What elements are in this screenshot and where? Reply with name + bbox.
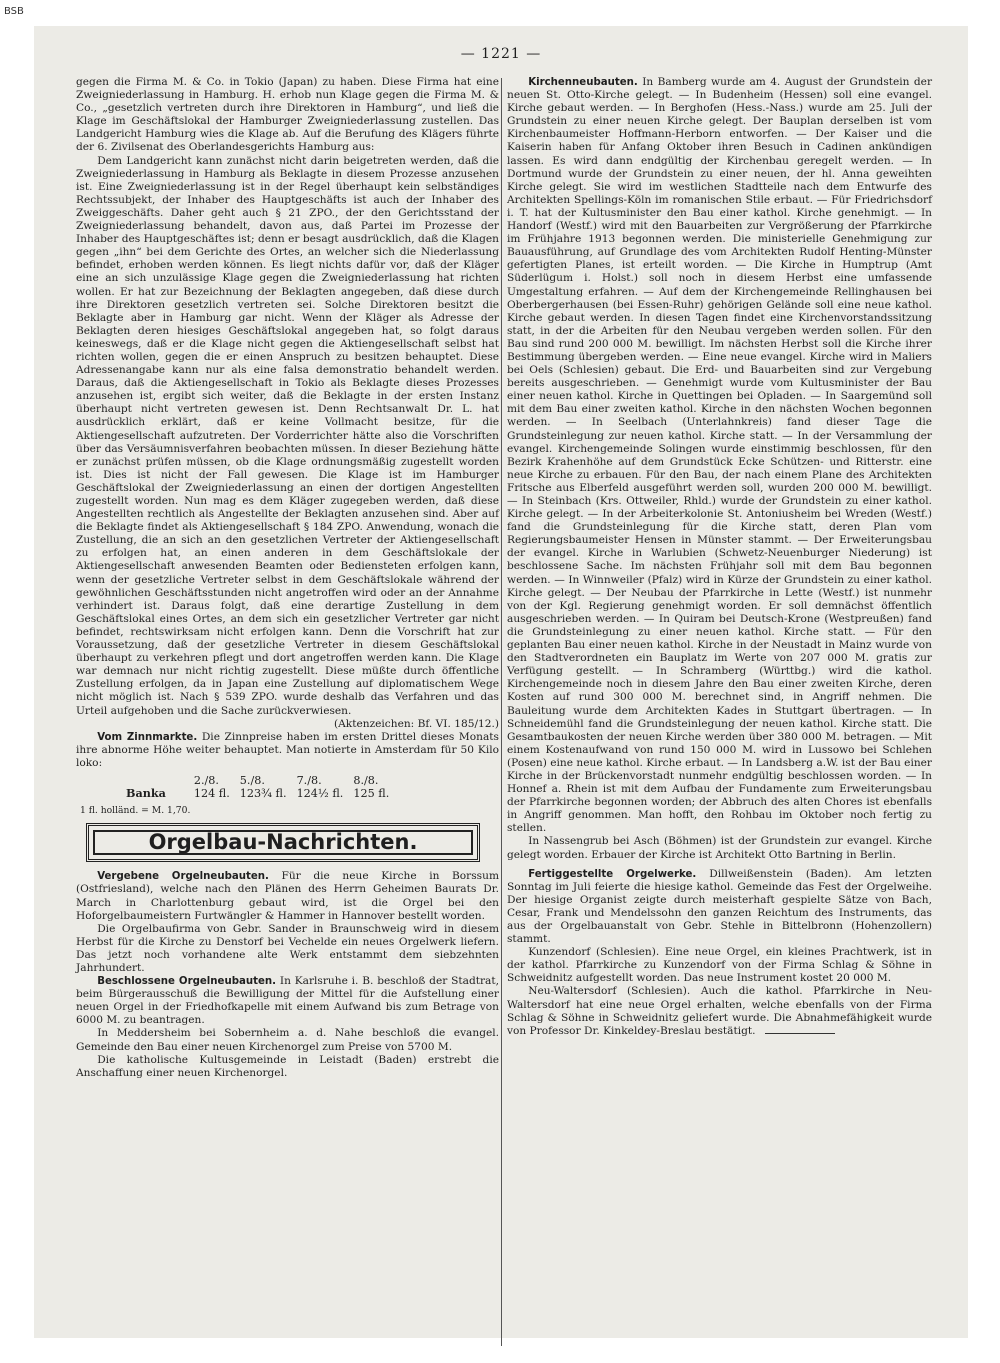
neuwaltersdorf-text: Neu-Waltersdorf (Schlesien). Auch die kathol. Pfarrkirche in Neu-Waltersdorf hat eine neue Orgel erhalten, welche ebenfalls von der Firma Schlag & Söhne in Schweidnitz geliefert wurde. Die Abnahmefähigkeit wurde von Professor Dr. Kinkeldey-Breslau bestätigt. xyxy=(507,985,932,1037)
organ-paragraph-text: Für die neue Kirche in Borssum (Ostfriesland), welche nach den Plänen des Herrn Geheimen Baurats Dr. March in Charlottenburg gebaut wird, ist die Orgel bei den Hoforgelbaumeistern Furtwängler & Hammer in Hannover bestellt worden. xyxy=(76,870,499,922)
tin-price-table xyxy=(126,774,399,800)
newspaper-page xyxy=(34,26,968,1338)
court-paragraph-2: Dem Landgericht kann zunächst nicht darin beigetreten werden, daß die Zweigniederlassung in Hamburg als Beklagte in diesem Prozesse anzusehen ist. Eine Zweigniederlassung ist in der Regel überhaupt kein selbständiges Rechtssubjekt, der Inhaber des Hauptgeschäfts ist auch der Inhaber des Zweiggeschäfts. Daher geht auch § 21 ZPO., der den Gerichtsstand der Zweigniederlassung behandelt, davon aus, daß Partei im Prozesse der Inhaber des Hauptgeschäftes ist; denn er besagt ausdrücklich, daß die Klagen gegen „ihn“ bei dem Gerichte des Ortes, an welcher sich die Niederlassung befindet, erhoben werden können. Es liegt nichts dafür vor, daß der Kläger eine an sich unzulässige Klage gegen die Zweigniederlassung hat richten wollen. Er hat zur Bezeichnung der Beklagten angegeben, daß diese durch ihre Direktoren gesetzlich vertreten sei. Solche Direktoren besitzt die Beklagte aber in Hamburg gar nicht. Wenn der Kläger als Adresse der Beklagten deren hiesiges Geschäftslokal angegeben hat, so folgt daraus keineswegs, daß er die Klage nicht gegen die Aktiengesellschaft selbst hat richten wollen, gegen die er einen Anspruch zu besitzen behauptet. Diese Adressenangabe kann nur als eine falsa demonstratio behandelt werden. Daraus, daß die Aktiengesellschaft in Tokio als Beklagte dieses Prozesses anzusehen ist, ergibt sich weiter, daß die Beklagte in der ersten Instanz überhaupt nicht vertreten gewesen ist. Denn Rechtsanwalt Dr. L. hat ausdrücklich erklärt, daß er keine Vollmacht besitze, für die Aktiengesellschaft aufzutreten. Der Vorderrichter hätte also die Vorschriften über das Versäumnisverfahren beobachten müssen. In dieser Beziehung hätte er zunächst prüfen müssen, ob die Klage ordnungsmäßig zugestellt worden ist. Dies ist nicht der Fall gewesen. Die Klage ist im Hamburger Geschäftslokal der Zweigniederlassung an einen der dortigen Angestellten zugestellt worden. Nun mag es dem Kläger zugegeben werden, daß diese Angestellten rechtlich als Angestellte der Beklagten anzusehen sind. Aber auf die Beklagte findet als Aktiengesellschaft § 184 ZPO. Anwendung, wonach die Zustellung, die an sich an den gesetzlichen Vertreter der Aktiengesellschaft zu erfolgen hat, an einen anderen in dem Geschäftslokale der Aktiengesellschaft anwesenden Beamten oder Bediensteten erfolgen kann, wenn der gesetzliche Vertreter selbst in dem Geschäftslokale während der gewöhnlichen Geschäftsstunden nicht angetroffen wird oder an der Annahme verhindert ist. Daraus folgt, daß eine derartige Zustellung in dem Geschäftslokal eines Ortes, an dem sich ein gesetzlicher Vertreter gar nicht befindet, rechtswirksam nicht erfolgen kann. Denn die Vorschrift hat zur Voraussetzung, daß der gesetzliche Vertreter in diesem Geschäftslokal überhaupt zu verkehren pflegt und dort angetroffen werden kann. Die Klage war demnach nur nicht richtig zugestellt. Diese müßte durch öffentliche Zustellung erfolgen, da in Japan eine Zustellung auf diplomatischem Wege nicht möglich ist. Nach § 539 ZPO. wurde deshalb das Verfahren und das Urteil aufgehoben und die Sache zurückverwiesen. xyxy=(76,154,499,717)
column-divider xyxy=(501,78,502,1346)
price-date: 7./8. xyxy=(296,773,322,787)
organ-paragraph-text: In Karlsruhe i. B. beschloß der Stadtrat, beim Bürgerausschuß die Bewilligung der Mittel für die Aufstellung einer neuen Orgel in der Friedhofkapelle mit einem Aufwand bis zum Betrage von 6000 M. zu beantragen. xyxy=(76,975,499,1027)
price-value: 123¾ fl. xyxy=(239,787,287,801)
section-heading-frame xyxy=(86,823,480,862)
organ-paragraph xyxy=(76,975,499,1027)
price-values-row xyxy=(126,787,399,800)
left-column xyxy=(76,76,499,1080)
price-dates-row xyxy=(126,774,399,787)
tin-market-text: Die Zinnpreise haben im ersten Drittel dieses Monats ihre abnorme Höhe weiter behauptet. Man notierte in Amsterdam für 50 Kilo loko: xyxy=(76,730,499,769)
price-date: 2./8. xyxy=(193,773,219,787)
section-heading: Orgelbau-Nachrichten. xyxy=(93,830,473,855)
price-value: 124½ fl. xyxy=(296,787,344,801)
church-construction-lead: Kirchenneubauten. xyxy=(528,77,638,88)
finished-organs-lead: Fertiggestellte Orgelwerke. xyxy=(528,868,697,880)
price-value: 125 fl. xyxy=(353,787,390,801)
tin-market-paragraph xyxy=(76,731,499,770)
page-number: — 1221 — xyxy=(460,46,542,62)
neuwaltersdorf-paragraph xyxy=(507,985,932,1037)
library-mark: BSB xyxy=(4,6,24,17)
finished-organs-text: Dillweißenstein (Baden). Am letzten Sonntag im Juli feierte die hiesige kathol. Gemeinde das Fest der Orgelweihe. Der hiesige Organist zeigte durch meisterhaft gespielte Sätze von Bach, Cesar, Frank und Mendelssohn den ganzen Reichtum des Instruments, das aus der Orgelbauanstalt von Gebr. Stehle in Bittelbronn (Hohenzollern) stammt. xyxy=(507,867,932,946)
church-construction-text: In Bamberg wurde am 4. August der Grundstein der neuen St. Otto-Kirche gelegt. — In Budenheim (Hessen) soll eine evangel. Kirche gebaut werden. — In Berghofen (Hess.-Nass.) wurde am 25. Juli der Grundstein zu einer neuen Kirche gelegt. Der Bauplan derselben ist vom Kirchenbaumeister Hoffmann-Herborn entworfen. — Der Kaiser und die Kaiserin haben für Anfang Oktober ihren Besuch in Cadinen ankündigen lassen. Es wird dann endgültig der Kirchenbau geregelt werden. — In Dortmund wurde der Grundstein zu einer neuen, der hl. Anna geweihten Kirche gelegt. Sie wird im westlichen Stadtteile nach dem Entwurfe des Architekten Spellings-Köln im romanischen Stile erbaut. — Für Friedrichsdorf i. T. hat der Kultusminister den Bau einer kathol. Kirche genehmigt. — In Handorf (Westf.) wird mit den Bauarbeiten zur Vergrößerung der Pfarrkirche im Frühjahre 1913 begonnen werden. Die ministerielle Genehmigung zur Bauausführung, auf Grundlage des vom Architekten Rudolf Henting-Münster gefertigten Planes, ist erteilt worden. — Die Kirche in Humptrup (Amt Süderlügum i. Holst.) soll noch in diesem Herbst eine umfassende Umgestaltung erfahren. — Auf dem der Kirchengemeinde Rellinghausen bei Oberbergerhausen (bei Essen-Ruhr) gehörigen Gelände soll eine neue kathol. Kirche gebaut werden. In diesen Tagen findet eine Kirchenvorstandssitzung statt, in der die Arbeiten für den Neubau vergeben werden sollen. Für den Bau sind rund 200 000 M. bewilligt. Im nächsten Herbst soll die Kirche ihrer Bestimmung übergeben werden. — Eine neue evangel. Kirche wird in Maliers bei Oels (Schlesien) gebaut. Die Erd- und Bauarbeiten sind zur Vergebung bereits ausgeschrieben. — Genehmigt wurde vom Kultusminister der Bau einer neuen kathol. Kirche in Quettingen bei Opladen. — In Saargemünd soll mit dem Bau einer zweiten kathol. Kirche in den nächsten Wochen begonnen werden. — In Seelbach (Unterlahnkreis) fand dieser Tage die Grundsteinlegung zur neuen kathol. Kirche statt. — In der Versammlung der evangel. Kirchengemeinde Solingen wurde einstimmig beschlossen, für den Bezirk Krahenhöhe auf dem Grundstück Ecke Schützen- und Ritterstr. eine neue Kirche zu erbauen. Für den Bau, der nach einem Plane des Architekten Fritsche aus Elberfeld ausgeführt werden soll, wurden 200 000 M. bewilligt. — In Steinbach (Krs. Ottweiler, Rhld.) wurde der Grundstein zu einer kathol. Kirche gelegt. — In der Arbeiterkolonie St. Antoniusheim bei Wreden (Westf.) fand die Grundsteinlegung für die Kirche statt, deren Plan vom Regierungsbaumeister Hensen in Münster stammt. — Der Erweiterungsbau der evangel. Kirche in Warlubien (Schwetz-Neuenburger Niederung) ist beschlossene Sache. Im nächsten Frühjahr soll mit dem Bau begonnen werden. — In Winnweiler (Pfalz) wird in Kürze der Grundstein zu einer kathol. Kirche gelegt. — Der Neubau der Pfarrkirche in Lette (Westf.) ist nunmehr von der Kgl. Regierung genehmigt worden. Er soll demnächst öffentlich ausgeschrieben werden. — In Quiram bei Deutsch-Krone (Westpreußen) fand die Grundsteinlegung zu einer neuen kathol. Kirche statt. — Für den geplanten Bau einer neuen kathol. Kirche in der Neustadt in Mainz wurde von den Stadtverordneten ein Bauplatz im Werte von 207 000 M. gratis zur Verfügung gestellt. — In Schramberg (Württbg.) wird die kathol. Kirchengemeinde noch in diesem Jahre den Bau einer zweiten Kirche, deren Kosten auf rund 300 000 M. berechnet sind, in Angriff nehmen. Die Bauleitung wurde dem Architekten Kades in Stuttgart übertragen. — In Schneidemühl fand die Grundsteinlegung der neuen kathol. Kirche statt. Die Gesamtbaukosten der neuen Kirche werden über 380 000 M. betragen. — Mit einem Kostenaufwand von rund 150 000 M. wird in Lussowo bei Schlehen (Posen) eine neue kathol. Kirche erbaut. — In Landsberg a.W. ist der Bau einer Kirche in der Brückenvorstadt nunmehr endgültig beschlossen worden. — In Honnef a. Rhein ist mit dem Aufbau der Fundamente zum Erweiterungsbau der Pfarrkirche begonnen worden; der Abbruch des alten Chores ist ebenfalls in Angriff genommen. Man hofft, den Rohbau im Oktober noch fertig zu stellen. xyxy=(507,76,933,835)
organ-paragraph-lead: Beschlossene Orgelneubauten. xyxy=(97,976,277,988)
organ-paragraph: Die katholische Kultusgemeinde in Leistadt (Baden) erstrebt die Anschaffung einer neuen Kirchenorgel. xyxy=(76,1053,499,1079)
price-value: 124 fl. xyxy=(193,787,230,801)
closing-rule xyxy=(765,1033,835,1034)
price-date: 8./8. xyxy=(353,773,379,787)
nassengrub-paragraph: In Nassengrub bei Asch (Böhmen) ist der Grundstein zur evangel. Kirche gelegt worden. Erbauer der Kirche ist Architekt Otto Bartning in Berlin. xyxy=(507,835,932,861)
file-reference: (Aktenzeichen: Bf. VI. 185/12.) xyxy=(334,717,499,730)
organ-paragraph: In Meddersheim bei Sobernheim a. d. Nahe beschloß die evangel. Gemeinde den Bau einer neuen Kirchenorgel zum Preise von 5700 M. xyxy=(76,1027,499,1053)
church-construction-paragraph xyxy=(507,76,932,835)
tin-market-lead: Vom Zinnmarkte. xyxy=(97,731,198,743)
right-column xyxy=(507,76,932,1038)
organ-paragraph xyxy=(76,870,499,922)
finished-organs-paragraph xyxy=(507,868,932,947)
price-date: 5./8. xyxy=(239,773,265,787)
court-paragraph-1: gegen die Firma M. & Co. in Tokio (Japan) zu haben. Diese Firma hat eine Zweigniederlassung in Hamburg. H. erhob nun Klage gegen die Firma M. & Co., „gesetzlich vertreten durch ihre Direktoren in Hamburg“, und ließ die Klage im Geschäftslokal der Hamburger Zweigniederlassung zustellen. Das Landgericht Hamburg wies die Klage ab. Auf die Berufung des Klägers führte der 6. Zivilsenat des Oberlandesgerichts Hamburg aus: xyxy=(76,76,499,154)
organ-paragraph-lead: Vergebene Orgelneubauten. xyxy=(97,871,269,883)
kunzendorf-paragraph: Kunzendorf (Schlesien). Eine neue Orgel, ein kleines Prachtwerk, ist in der kathol. Pfarrkirche zu Kunzendorf von der Firma Schlag & Söhne in Schweidnitz aufgestellt worden. Das neue Instrument kostet 20 000 M. xyxy=(507,946,932,985)
currency-footnote: 1 fl. holländ. = M. 1,70. xyxy=(80,805,191,817)
organ-paragraph: Die Orgelbaufirma von Gebr. Sander in Braunschweig wird in diesem Herbst für die Kirche zu Denstorf bei Vechelde ein neues Orgelwerk liefern. Das jetzt noch vorhandene alte Werk entstammt dem siebzehnten Jahrhundert. xyxy=(76,922,499,974)
price-row-label: Banka xyxy=(126,786,166,801)
